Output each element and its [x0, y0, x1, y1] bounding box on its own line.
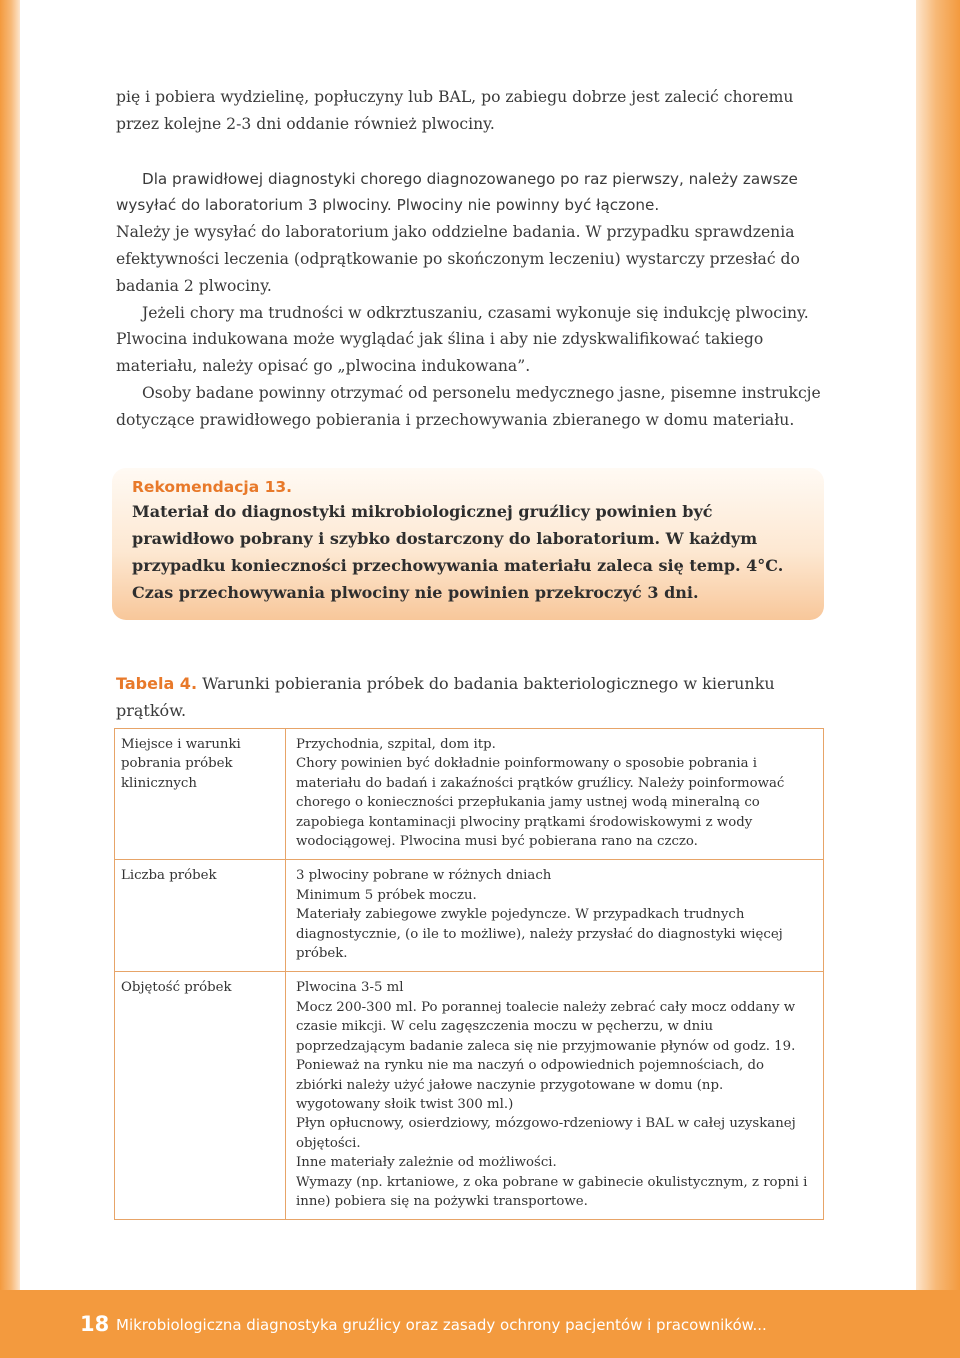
row-content [286, 972, 824, 1220]
cell-line: Minimum 5 próbek moczu. [296, 887, 477, 903]
footer-title: Mikrobiologiczna diagnostyka gruźlicy oraz zasady ochrony pacjentów i pracowników... [116, 1316, 767, 1334]
recommendation-title: Rekomendacja 13. [132, 478, 293, 496]
page-number: 18 [80, 1312, 110, 1336]
cell-line: Materiały zabiegowe zwykle pojedyncze. W przypadkach trudnych diagnostycznie, (o ile to możliwe), należy przysłać do diagnostyki więcej próbek. [296, 907, 783, 962]
cell-line: Inne materiały zależnie od możliwości. [296, 1155, 557, 1171]
paragraph-4: Jeżeli chory ma trudności w odkrztuszaniu, czasami wykonuje się indukcję plwociny. Plwocina indukowana może wyglądać jak ślina i aby nie zdyskwalifikować takiego materiału, należy opisać go „plwocina indukowana”. [116, 303, 809, 376]
recommendation-text: Materiał do diagnostyki mikrobiologicznej gruźlicy powinien być prawidłowo pobrany i szybko dostarczony do laboratorium. W każdym przypadku konieczności przechowywania materiału zaleca się temp. 4°C. Czas przechowywania plwociny nie powinien przekroczyć 3 dni. [132, 502, 784, 602]
row-content [286, 860, 824, 972]
paragraph-1: pię i pobiera wydzielinę, popłuczyny lub BAL, po zabiegu dobrze jest zalecić choremu przez kolejne 2-3 dni oddanie również plwociny. [116, 88, 794, 133]
paragraph-3: Należy je wysyłać do laboratorium jako oddzielne badania. W przypadku sprawdzenia efektywności leczenia (odprątkowanie po skończonym leczeniu) wystarczy przesłać do badania 2 plwociny. [116, 223, 800, 295]
paragraph-2: Dla prawidłowej diagnostyki chorego diagnozowanego po raz pierwszy, należy zawsze wysyłać do laboratorium 3 plwociny. Plwociny nie powinny być łączone. [116, 169, 798, 215]
sampling-conditions-table [114, 728, 824, 1220]
table-caption [116, 670, 824, 724]
row-header: Objętość próbek [115, 972, 286, 1220]
cell-line: Plwocina 3-5 ml [296, 980, 404, 996]
cell-line: Chory powinien być dokładnie poinformowany o sposobie pobrania i materiału do badań i zakaźności prątków gruźlicy. Należy poinformować chorego o konieczności przepłukania jamy ustnej wodą mineralną co zapobiega kontaminacji plwociny prątkami środowiskowymi z wody wodociągowej. Plwocina musi być pobierana rano na czczo. [296, 756, 785, 850]
cell-line: Płyn opłucnowy, osierdziowy, mózgowo-rdzeniowy i BAL w całej uzyskanej objętości. [296, 1116, 796, 1151]
row-header: Miejsce i warunki pobrania próbek klinicznych [115, 729, 286, 860]
table-caption-label: Tabela 4. [116, 674, 198, 693]
recommendation-box [112, 468, 824, 620]
table-row [115, 860, 824, 972]
body-text [116, 84, 824, 434]
cell-line: Wymazy (np. krtaniowe, z oka pobrane w gabinecie okulistycznym, z ropni i inne) pobiera się na pożywki transportowe. [296, 1174, 808, 1209]
row-content [286, 729, 824, 860]
paragraph-5: Osoby badane powinny otrzymać od personelu medycznego jasne, pisemne instrukcje dotyczące prawidłowego pobierania i przechowywania zbieranego w domu materiału. [116, 383, 821, 429]
cell-line: Przychodnia, szpital, dom itp. [296, 737, 496, 752]
cell-line: Mocz 200-300 ml. Po porannej toalecie należy zebrać cały mocz oddany w czasie mikcji. W celu zagęszczenia moczu w pęcherzu, w dniu poprzedzającym badanie zaleca się nie przyjmowanie płynów od godz. 19. Ponieważ na rynku nie ma naczyń o odpowiednich pojemnościach, do zbiórki należy użyć jałowe naczynie przygotowane w domu (np. wygotowany słoik twist 300 ml.) [296, 999, 796, 1112]
page-footer [0, 1290, 960, 1358]
row-header: Liczba próbek [115, 860, 286, 972]
table-row [115, 729, 824, 860]
right-decorative-strip [916, 0, 960, 1290]
table-caption-text: Warunki pobierania próbek do badania bakteriologicznego w kierunku prątków. [116, 674, 775, 720]
table-row [115, 972, 824, 1220]
cell-line: 3 plwociny pobrane w różnych dniach [296, 868, 552, 884]
left-decorative-strip [0, 0, 20, 1290]
